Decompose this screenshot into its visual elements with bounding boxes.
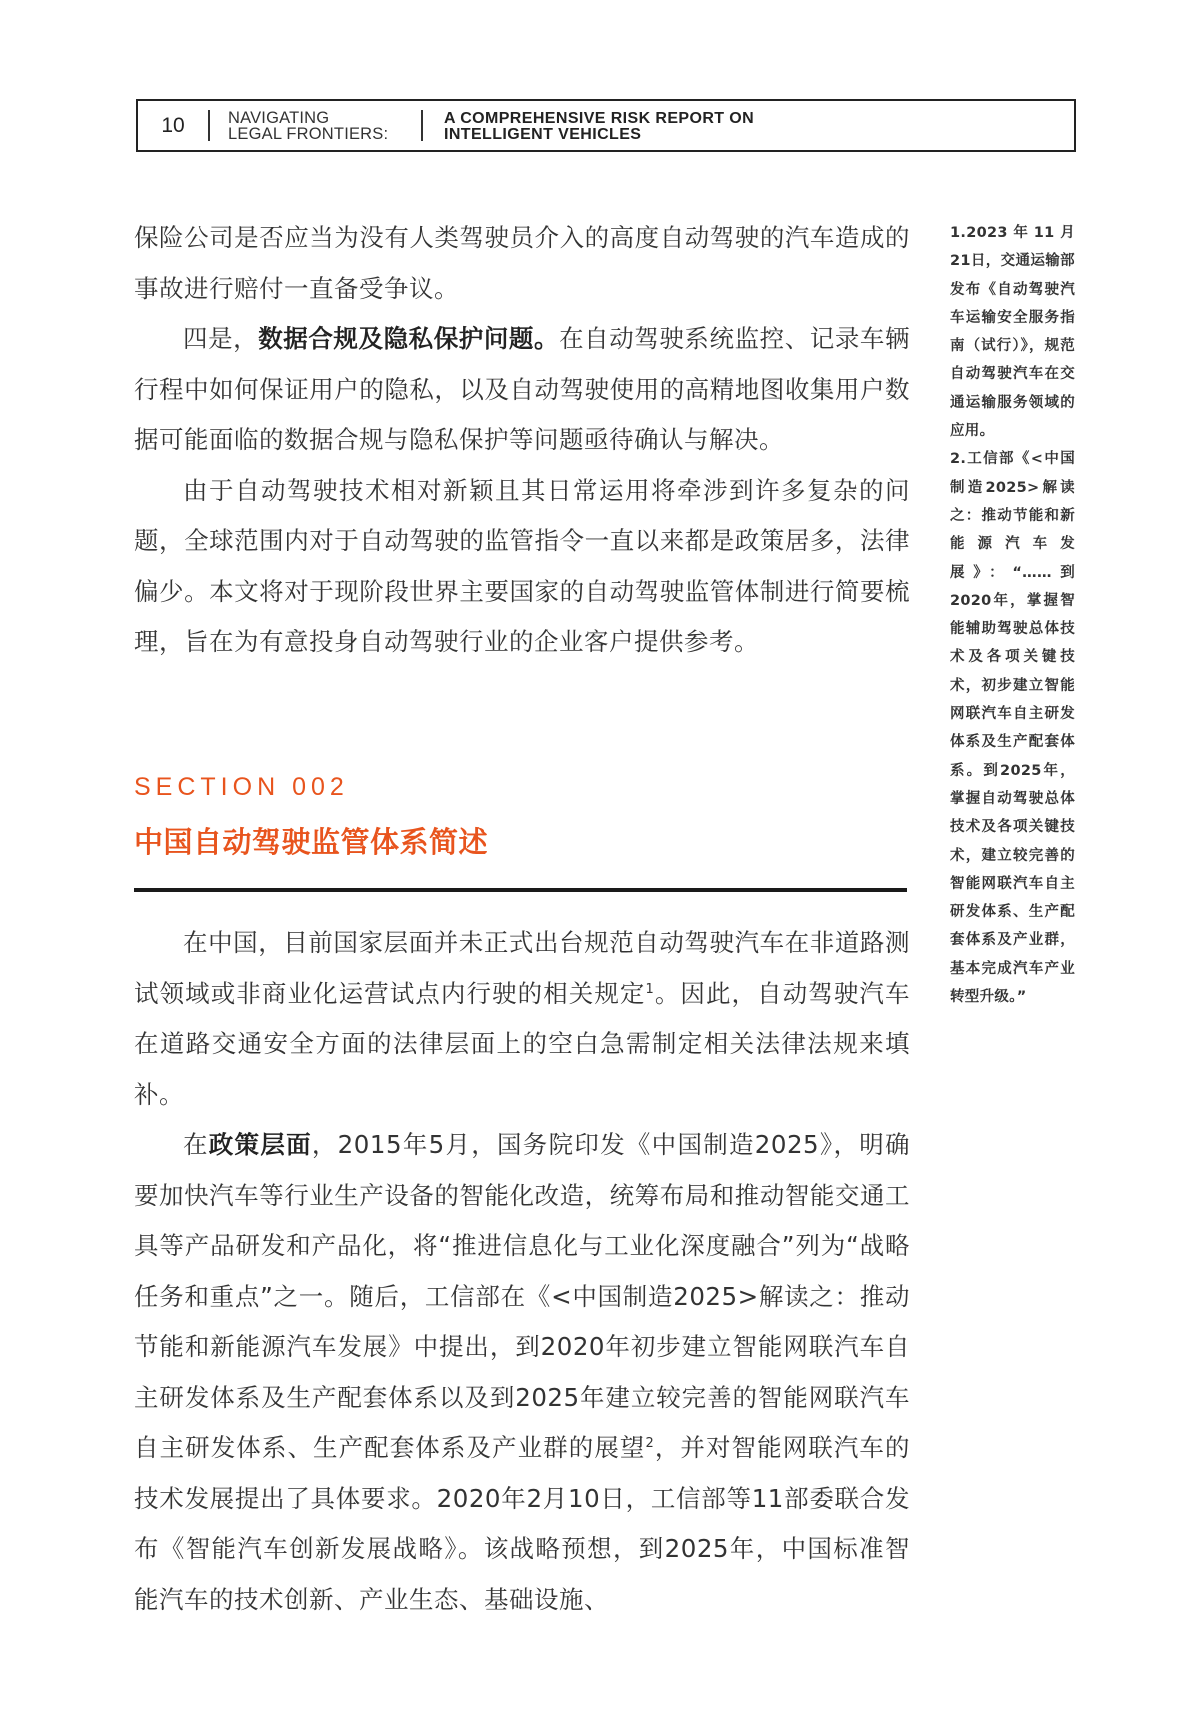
page-header [136,99,1076,152]
header-divider [208,110,210,141]
paragraph-text: 在中国，目前国家层面并未正式出台规范自动驾驶汽车在非道路测试领域或非商业化运营试点内行驶的相关规定 [134,928,910,1008]
paragraph-text: ，并对智能网联汽车的技术发展提出了具体要求。2020年2月10日，工信部等11部委联合发布《智能汽车创新发展战略》。该战略预想，到2025年，中国标准智能汽车的技术创新、产业生态、基础设施、 [134,1433,911,1614]
report-subtitle-line1: NAVIGATING [228,109,330,127]
paragraph-text: ，2015年5月，国务院印发《中国制造2025》，明确要加快汽车等行业生产设备的智能化改造，统筹布局和推动智能交通工具等产品研发和产品化，将“推进信息化与工业化深度融合”列为“战略任务和重点”之一。随后，工信部在《<中国制造2025>解读之：推动节能和新能源汽车发展》中提出，到2020年初步建立智能网联汽车自主研发体系及生产配套体系以及到2025年建立较完善的智能网联汽车自主研发体系、生产配套体系及产业群的展望 [134,1130,911,1462]
paragraph [134,1120,910,1625]
report-title-line1: A COMPREHENSIVE RISK REPORT ON [444,110,755,127]
report-title [444,111,754,143]
page-number: 10 [161,114,185,137]
section-title: 中国自动驾驶监管体系简述 [134,825,489,859]
report-subtitle [228,110,388,142]
paragraph-text: 在自动驾驶系统监控、记录车辆行程中如何保证用户的隐私，以及自动驾驶使用的高精地图收集用户数据可能面临的数据合规与隐私保护等问题亟待确认与解决。 [134,324,911,454]
paragraph-text: 由于自动驾驶技术相对新颖且其日常运用将牵涉到许多复杂的问题，全球范围内对于自动驾驶的监管指令一直以来都是政策居多，法律偏少。本文将对于现阶段世界主要国家的自动驾驶监管体制进行简要梳理，旨在为有意投身自动驾驶行业的企业客户提供参考。 [134,475,910,656]
paragraph-text: 保险公司是否应当为没有人类驾驶员介入的高度自动驾驶的汽车造成的事故进行赔付一直备受争议。 [134,223,910,303]
section-divider [134,888,907,892]
paragraph-text: 四是， [183,324,259,353]
footnote-1: 1.2023年11月21日，交通运输部发布《自动驾驶汽车运输安全服务指南（试行）》，规范自动驾驶汽车在交通运输服务领域的应用。 [950,225,1075,440]
sidenotes [950,219,1075,1011]
paragraph [134,918,910,1120]
paragraph-emphasis: 数据合规及隐私保护问题。 [258,324,560,353]
header-divider [421,110,423,141]
section-label: SECTION 002 [134,773,349,801]
paragraph-text: 。因此，自动驾驶汽车在道路交通安全方面的法律层面上的空白急需制定相关法律法规来填补。 [134,978,911,1109]
footnote-ref: 2 [645,1435,655,1451]
report-title-line2: INTELLIGENT VEHICLES [444,126,642,143]
paragraph-text: 在 [183,1130,209,1159]
intro-text [134,213,910,668]
section-body [134,918,910,1625]
paragraph [134,466,910,668]
paragraph-emphasis: 政策层面 [208,1130,312,1159]
footnote-ref: 1 [645,981,655,997]
footnote-2: 2.工信部《<中国制造2025>解读之：推动节能和新能源汽车发展》：“……到2020年，掌握智能辅助驾驶总体技术及各项关键技术，初步建立智能网联汽车自主研发体系及生产配套体系。到2025年，掌握自动驾驶总体技术及各项关键技术，建立较完善的智能网联汽车自主研发体系、生产配套体系及产业群，基本完成汽车产业转型升级。” [950,451,1075,1006]
paragraph [134,314,910,466]
paragraph [134,213,910,314]
report-subtitle-line2: LEGAL FRONTIERS: [228,125,389,143]
